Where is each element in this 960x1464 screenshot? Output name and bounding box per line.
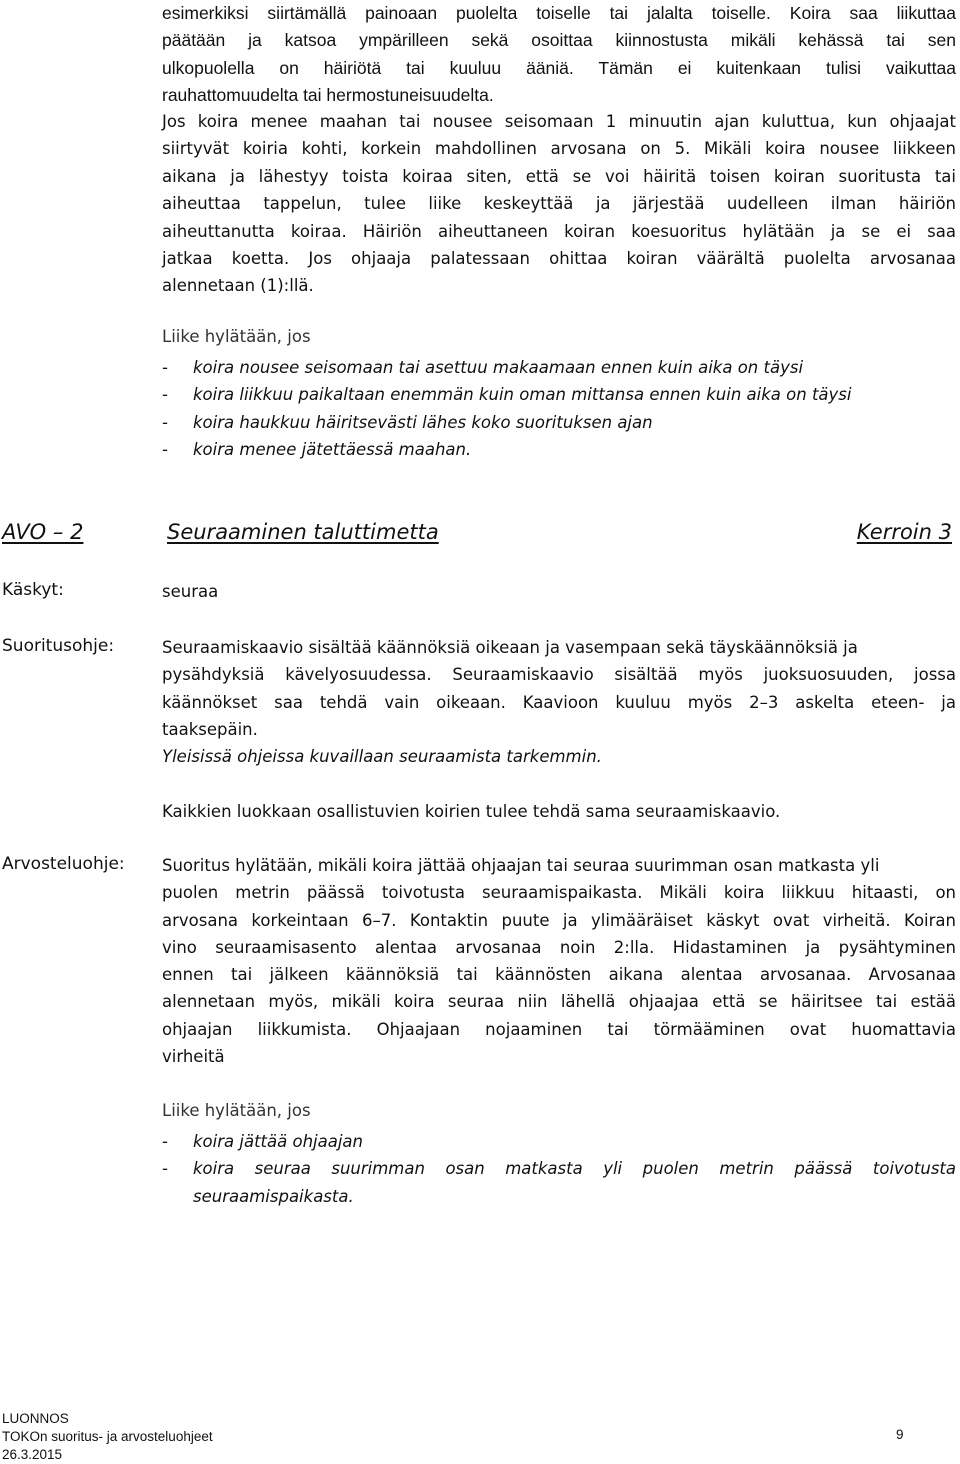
intro-line: ulkopuolella on häiriötä tai kuuluu ääniä. Tämän ei kuitenkaan tulisi vaikuttaa	[162, 57, 956, 78]
instructions-label: Suoritusohje:	[2, 636, 115, 656]
instructions-line: taaksepäin.	[162, 719, 258, 739]
section-title: Seuraaminen taluttimetta	[167, 520, 439, 544]
grading-line: vino seuraamisasento alentaa arvosanaa noin 2:lla. Hidastaminen ja pysähtyminen	[162, 937, 956, 957]
grading-text	[162, 852, 956, 1070]
list-item: - koira seuraa suurimman osan matkasta yli puolen metrin päässä toivotusta	[162, 1159, 956, 1179]
instructions-text	[162, 634, 956, 770]
rules-paragraph	[162, 108, 956, 300]
rules-line: siirtyvät koiria kohti, korkein mahdollinen arvosana on 5. Mikäli koira nousee liikkeen	[162, 139, 956, 159]
section-code: AVO – 2	[2, 520, 84, 544]
grading-label: Arvosteluohje:	[2, 854, 125, 874]
intro-line: esimerkiksi siirtämällä painoaan puolelta toiselle tai jalalta toiselle. Koira saa liikuttaa	[162, 3, 956, 23]
rules-line: alennetaan (1):llä.	[162, 276, 314, 296]
rules-line: aiheuttaa tappelun, tulee liike keskeyttää ja järjestää uudelleen ilman häiriön	[162, 194, 956, 214]
footer	[2, 1410, 213, 1464]
command-value: seuraa	[162, 582, 219, 601]
grading-line: ennen tai jälkeen käännöksiä tai käännösten aikana alentaa arvosanaa. Arvosanaa	[162, 965, 956, 985]
instructions-note: Kaikkien luokkaan osallistuvien koirien tulee tehdä sama seuraamiskaavio.	[162, 802, 781, 821]
page-number: 9	[896, 1427, 904, 1442]
rules-line: aiheuttanutta koiraa. Häiriön aiheuttaneen koiran koesuoritus hylätään ja se ei saa	[162, 221, 956, 241]
instructions-line: käännökset saa tehdä vain oikeaan. Kaavioon kuuluu myös 2–3 askelta eteen- ja	[162, 692, 956, 712]
disqualify-heading: Liike hylätään, jos	[162, 327, 311, 346]
list-item: - koira nousee seisomaan tai asettuu makaamaan ennen kuin aika on täysi	[162, 358, 804, 377]
footer-org: LUONNOS	[2, 1411, 69, 1426]
instructions-line: Seuraamiskaavio sisältää käännöksiä oikeaan ja vasempaan sekä täyskäännöksiä ja	[162, 638, 858, 657]
footer-doc: TOKOn suoritus- ja arvosteluohjeet	[2, 1429, 213, 1444]
grading-line: puolen metrin päässä toivotusta seuraamispaikasta. Mikäli koira liikkuu hitaasti, on	[162, 883, 956, 903]
grading-line: Suoritus hylätään, mikäli koira jättää ohjaajan tai seuraa suurimman osan matkasta yli	[162, 856, 880, 875]
intro-line: päätään ja katsoa ympärilleen sekä osoittaa kiinnostusta mikäli kehässä tai sen	[162, 30, 956, 51]
list-item: - koira jättää ohjaajan	[162, 1132, 363, 1151]
list-item: - koira haukkuu häiritsevästi lähes koko suorituksen ajan	[162, 412, 653, 432]
grading-line: ohjaajan liikkumista. Ohjaajaan nojaaminen tai törmääminen ovat huomattavia	[162, 1019, 956, 1039]
grading-line: arvosana korkeintaan 6–7. Kontaktin puute ja ylimääräiset käskyt ovat virheitä. Koiran	[162, 910, 956, 930]
intro-line: rauhattomuudelta tai hermostuneisuudelta.	[162, 85, 494, 106]
grading-line: alennetaan myös, mikäli koira seuraa niin lähellä ohjaajaa että se häiritsee tai estää	[162, 992, 956, 1012]
disqualify-heading-2: Liike hylätään, jos	[162, 1101, 311, 1120]
grading-line: virheitä	[162, 1047, 225, 1067]
instructions-line: pysähdyksiä kävelyosuudessa. Seuraamiskaavio sisältää myös juoksuosuuden, jossa	[162, 665, 956, 685]
list-item: - koira liikkuu paikaltaan enemmän kuin oman mittansa ennen kuin aika on täysi	[162, 385, 852, 405]
rules-line: jatkaa koetta. Jos ohjaaja palatessaan ohittaa koiran väärältä puolelta arvosanaa	[162, 249, 956, 269]
command-label: Käskyt:	[2, 580, 64, 600]
disqualify-list	[162, 354, 956, 464]
disqualify-list-2	[162, 1128, 956, 1210]
instructions-italic: Yleisissä ohjeissa kuvaillaan seuraamista tarkemmin.	[162, 747, 602, 767]
list-item: - koira menee jätettäessä maahan.	[162, 440, 472, 460]
rules-line: aikana ja lähestyy toista koiraa siten, että se voi häiritä toisen koiran suoritusta tai	[162, 166, 956, 186]
rules-line: Jos koira menee maahan tai nousee seisomaan 1 minuutin ajan kuluttua, kun ohjaajat	[162, 112, 956, 131]
section-factor: Kerroin 3	[856, 520, 952, 544]
list-item-continuation: seuraamispaikasta.	[193, 1186, 354, 1206]
footer-date: 26.3.2015	[2, 1447, 63, 1462]
intro-paragraph	[162, 0, 956, 110]
section-heading	[2, 520, 952, 554]
